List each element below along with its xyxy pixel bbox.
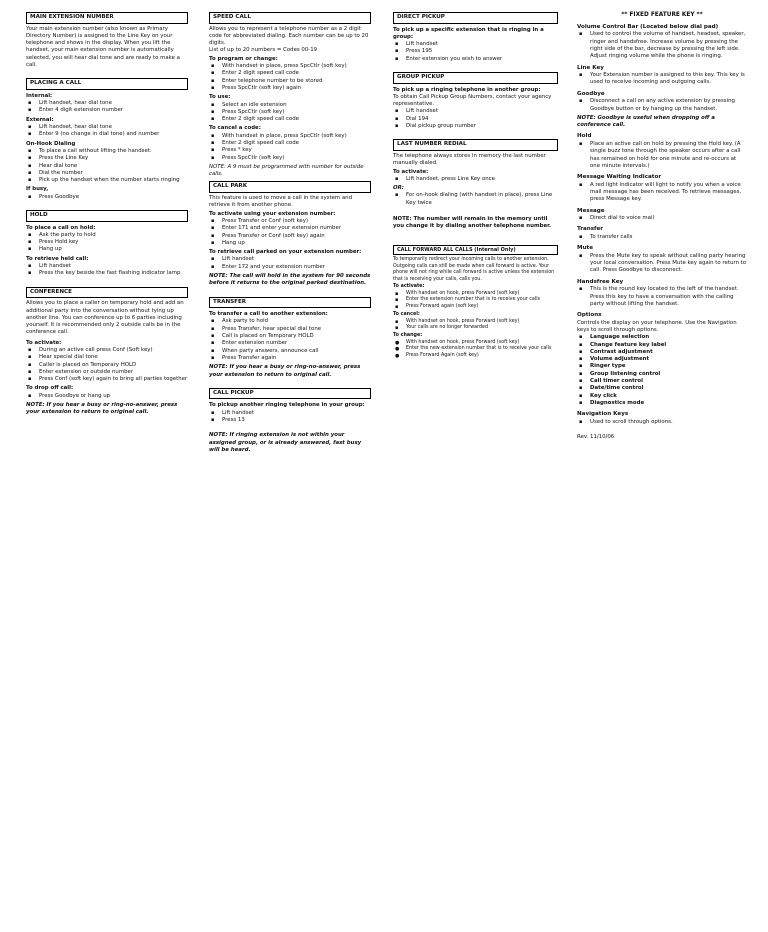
list-item: ▪ To transfer calls: [590, 234, 747, 241]
paragraph: Allows you to place a caller on temporary hold and add an additional party into the conversation without tying up another line. You can conference up to 6 parties including yourself. It is recommended only 2 outside calls be in the conference call.: [26, 300, 184, 336]
list-item: ▪ Direct dial to voice mail: [590, 215, 747, 222]
list-item: ▪ Press Forward again (soft key): [406, 304, 558, 310]
list-item: ▪ Lift handset: [222, 410, 371, 417]
list: [577, 182, 747, 204]
list: [26, 148, 188, 184]
list-item: ▪ Key click: [590, 393, 747, 400]
list-item: ● Enter the new extension number that is to receive your calls: [406, 346, 558, 352]
list-item: ▪ Contrast adjustment: [590, 349, 747, 356]
note: NOTE: A 9 must be programmed with number for outside calls.: [209, 163, 364, 178]
list-item: ▪ Enter the extension number that is to receive your calls: [406, 297, 558, 303]
subheading: To cancel:: [393, 312, 420, 318]
list-item: ▪ Press Transfer, hear special dial tone: [222, 326, 371, 333]
section-title: DIRECT PICKUP: [393, 12, 558, 24]
subheading: Message: [577, 207, 605, 214]
list: [209, 63, 371, 92]
paragraph: This feature is used to move a call in the system and retrieve it from another phone.: [209, 195, 353, 209]
subheading: Internal:: [26, 92, 53, 99]
list: [26, 100, 188, 115]
list: [209, 256, 371, 271]
list: [577, 31, 747, 60]
list-item: ▪ Place an active call on hold by pressing the Hold key. (A single buzz tone through the speaker occurs after a call has remained on hold for one minute and re-occurs at one minute intervals.): [590, 141, 747, 170]
list: [393, 291, 558, 310]
list-item: ▪ Enter extension number: [222, 340, 371, 347]
fixed-feature-title: ** FIXED FEATURE KEY **: [621, 12, 703, 18]
subheading: Handsfree Key: [577, 278, 624, 285]
note: NOTE: If you hear a busy or ring-no-answer, press your extension to return to original call.: [209, 364, 361, 378]
list-item: ● Press Forward Again (soft key): [406, 353, 558, 359]
list-item: ▪ Press Conf (soft key) again to bring all parties together: [39, 376, 188, 383]
list-item: ▪ Volume adjustment: [590, 356, 747, 363]
section-title: SPEED CALL: [209, 12, 371, 24]
list: [26, 232, 188, 254]
paragraph: To obtain Call Pickup Group Numbers, contact your agency representative.: [393, 93, 552, 108]
list-item: ▪ Disconnect a call on any active extension by pressing Goodbye button or by hanging up the handset.: [590, 98, 747, 113]
section-transfer: [209, 297, 371, 379]
list-item: ● With handset on hook, press Forward (soft key): [406, 340, 558, 346]
list-item: ▪ Lift handset, press Line Key once: [406, 176, 558, 183]
list-item: ▪ For on-hook dialing (with handset in place), press Line Key twice: [406, 192, 558, 207]
subheading: To activate:: [393, 284, 425, 290]
list-item: ▪ To place a call without lifting the handset:: [39, 148, 188, 155]
list-item: ▪ Ask the party to hold: [39, 232, 188, 239]
list-item: ▪ Enter 4 digit extension number: [39, 107, 188, 114]
list: [209, 410, 371, 425]
subheading: To cancel a code:: [209, 125, 261, 132]
list-item: ▪ Press Hold key: [39, 239, 188, 246]
section-title: CALL FORWARD ALL CALLS (Internal Only): [393, 245, 558, 256]
column-2: [209, 12, 371, 463]
list-item: ▪ When party answers, announce call: [222, 348, 371, 355]
subheading: To retrieve call parked on your extension number:: [209, 249, 362, 256]
list-item: ▪ Lift handset, hear dial tone: [39, 100, 188, 107]
list-item: ▪ Press 195: [406, 48, 558, 55]
list-item: ▪ Lift handset: [406, 41, 558, 48]
paragraph: Your main extension number (also known as Primary Directory Number) is assigned to the Line Key on your telephone and shows in the display. When you lift the handset, your main extension number is automatically selected, you will hear dial tone and are ready to make a call.: [26, 25, 180, 69]
list-item: ▪ Dial pickup group number: [406, 123, 558, 130]
section-direct-pickup: [393, 12, 558, 63]
list: [577, 98, 747, 113]
list-item: ▪ Call timer control: [590, 378, 747, 385]
subheading: To pickup another ringing telephone in your group:: [209, 402, 365, 409]
list: [393, 41, 558, 63]
subheading: Transfer: [577, 226, 604, 233]
list-item: ▪ Press Transfer or Conf (soft key) again: [222, 233, 371, 240]
subheading: To place a call on hold:: [26, 224, 96, 231]
list: [393, 108, 558, 130]
list-item: ▪ Press the Line Key: [39, 155, 188, 162]
list: [393, 192, 558, 207]
subheading: If busy,: [26, 186, 49, 193]
list-item: ▪ During an active call press Conf (Soft key): [39, 347, 188, 354]
section-call-pickup: [209, 388, 371, 454]
list-item: ▪ Ringer type: [590, 363, 747, 370]
list-item: ▪ Enter 2 digit speed call code: [222, 70, 371, 77]
list-item: ▪ Hang up: [39, 246, 188, 253]
section-speed-call: [209, 12, 371, 178]
subheading: Navigation Keys: [577, 411, 629, 418]
subheading: Goodbye: [577, 90, 605, 97]
list-item: ▪ Enter 171 and enter your extension number: [222, 225, 371, 232]
list-item: ▪ Call is placed on Temporary HOLD: [222, 333, 371, 340]
list: [209, 318, 371, 362]
subheading: To activate:: [393, 168, 429, 175]
list-item: ▪ Press Transfer again: [222, 355, 371, 362]
list: [393, 319, 558, 332]
subheading: On-Hook Dialing: [26, 140, 76, 147]
section-title: CALL PARK: [209, 181, 371, 193]
list: [26, 194, 188, 201]
list-item: ▪ Change feature key label: [590, 342, 747, 349]
list-item: ▪ This is the round key located to the left of the handset. Press this key to have a conversation with the calling party without lifting the handset.: [590, 286, 747, 308]
subheading: Line Key: [577, 64, 604, 71]
section-conference: [26, 287, 188, 417]
note: NOTE: Goodbye is useful when dropping off a conference call.: [577, 114, 715, 129]
section-title: HOLD: [26, 210, 188, 222]
list-item: ▪ Press Goodbye: [39, 194, 188, 201]
list-item: ▪ Used to scroll through options.: [590, 419, 747, 426]
subheading: To program or change:: [209, 55, 278, 62]
list: [577, 419, 747, 426]
paragraph: Controls the display on your telephone. Use the Navigation keys to scroll through options.: [577, 319, 737, 333]
section-title: GROUP PICKUP: [393, 72, 558, 84]
list: [209, 133, 371, 162]
list: [577, 234, 747, 241]
subheading: To use:: [209, 94, 231, 101]
list-item: ▪ Press Goodbye or hang up: [39, 393, 188, 400]
list: [26, 347, 188, 383]
subheading: OR:: [393, 185, 404, 192]
list-item: ▪ Your calls are no longer forwarded: [406, 325, 558, 331]
list-item: ▪ Group listening control: [590, 371, 747, 378]
list-item: ▪ Language selection: [590, 334, 747, 341]
list-item: ▪ Press Transfer or Conf (soft key): [222, 218, 371, 225]
column-3: [393, 12, 558, 368]
list-item: ▪ Dial the number: [39, 170, 188, 177]
list-item: ▪ Lift handset, hear dial tone: [39, 124, 188, 131]
list: [577, 286, 747, 308]
subheading: To drop off call:: [26, 385, 74, 392]
list-item: ▪ Diagnostics mode: [590, 400, 747, 407]
list: [26, 393, 188, 400]
list-item: ▪ Press SpcCtlr (soft key): [222, 109, 371, 116]
subheading: Mute: [577, 245, 594, 252]
list-item: ▪ Enter 9 (no change in dial tone) and number: [39, 131, 188, 138]
list-item: ▪ Date/time control: [590, 385, 747, 392]
list-item: ▪ With handset in place, press SpcCtlr (soft key): [222, 133, 371, 140]
list: [393, 176, 558, 183]
list-item: ▪ With handset on hook, press Forward (soft key): [406, 291, 558, 297]
list-item: ▪ Enter extension or outside number: [39, 369, 188, 376]
subheading: To activate:: [26, 339, 62, 346]
list-item: ▪ A red light indicator will light to notify you when a voice mail message has been received. To retrieve messages, press Message key.: [590, 182, 747, 204]
list-item: ▪ Press SpcCtlr (soft key) again: [222, 85, 371, 92]
list-item: ▪ Hear special dial tone: [39, 354, 188, 361]
list: [577, 72, 747, 87]
list-item: ▪ Enter telephone number to be stored: [222, 78, 371, 85]
paragraph: To temporarily redirect your incoming calls to another extension. Outgoing calls can still be made when call forward is active. Your phone will not ring while call forward is active unless the extension that is receiving your calls, calls you.: [393, 257, 555, 282]
subheading: To change:: [393, 333, 423, 339]
list-item: ▪ Hang up: [222, 240, 371, 247]
subheading: To pick up a specific extension that is ringing in a group:: [393, 26, 544, 40]
section-main-extension: [26, 12, 188, 69]
list: [577, 253, 747, 275]
list-item: ▪ Enter 2 digit speed call code: [222, 140, 371, 147]
list-item: ▪ Select an idle extension: [222, 102, 371, 109]
list-item: ▪ Enter 172 and your extension number: [222, 264, 371, 271]
list: [393, 340, 558, 359]
list: [209, 218, 371, 247]
subheading: Options: [577, 312, 602, 319]
subheading: External:: [26, 116, 54, 123]
subheading: Volume Control Bar (Located below dial pad): [577, 23, 719, 30]
subheading: To transfer a call to another extension:: [209, 311, 328, 318]
list-item: ▪ Lift handset: [222, 256, 371, 263]
column-4: [577, 12, 747, 441]
list-item: ▪ Press * key: [222, 147, 371, 154]
section-placing-call: [26, 78, 188, 201]
list-item: ▪ Used to control the volume of handset, headset, speaker, ringer and handsfree. Increase volume by pressing the right side of the bar, decrease by pressing the left side. Adjust ringing volume while the phone is ringing.: [590, 31, 747, 60]
subheading: To retrieve held call:: [26, 255, 89, 262]
list-item: ▪ Enter extension you wish to answer: [406, 56, 558, 63]
section-last-number-redial: [393, 139, 558, 230]
section-title: MAIN EXTENSION NUMBER: [26, 12, 188, 24]
subheading: Message Waiting Indicator: [577, 174, 662, 181]
list: [577, 215, 747, 222]
options-list: [577, 334, 747, 407]
section-title: TRANSFER: [209, 297, 371, 309]
list-item: ▪ Hear dial tone: [39, 163, 188, 170]
list-item: ▪ With handset in place, press SpcCtlr (soft key): [222, 63, 371, 70]
list-item: ▪ Press the key beside the fast flashing indicator lamp: [39, 270, 188, 277]
paragraph: List of up to 20 numbers = Codes 00-19: [209, 47, 318, 54]
list: [209, 102, 371, 124]
list-item: ▪ Pick up the handset when the number starts ringing: [39, 177, 188, 184]
section-group-pickup: [393, 72, 558, 130]
section-title: PLACING A CALL: [26, 78, 188, 90]
section-title: CALL PICKUP: [209, 388, 371, 400]
list-item: ▪ Ask party to hold: [222, 318, 371, 325]
note: NOTE: The number will remain in the memory until you change it by dialing another telephone number.: [393, 215, 552, 230]
note: NOTE: If you hear a busy or ring-no-answer, press your extension to return to original call.: [26, 402, 178, 416]
list-item: ▪ Enter 2 digit speed call code: [222, 116, 371, 123]
note: NOTE: If ringing extension is not within your assigned group, or is already answered, fast busy will be heard.: [209, 432, 362, 453]
section-call-park: [209, 181, 371, 287]
list-item: ▪ Press 13: [222, 417, 371, 424]
list-item: ▪ Lift handset: [39, 263, 188, 270]
list-item: ▪ Press SpcCtlr (soft key): [222, 155, 371, 162]
list-item: ▪ Press the Mute key to speak without calling party hearing your local conversation. Press Mute key again to return to call. Press Goodbye to disconnect.: [590, 253, 747, 275]
list-item: ▪ Lift handset: [406, 108, 558, 115]
subheading: To pick up a ringing telephone in another group:: [393, 86, 541, 93]
list-item: ▪ Caller is placed on Temporary HOLD: [39, 362, 188, 369]
list: [577, 141, 747, 170]
subheading: To activate using your extension number:: [209, 210, 336, 217]
subheading: Hold: [577, 133, 592, 140]
section-call-forward: [393, 245, 558, 360]
list: [26, 124, 188, 139]
note: NOTE: The call will hold in the system for 90 seconds before it returns to the original parked destination.: [209, 273, 371, 287]
paragraph: Allows you to represent a telephone number as a 2 digit code for abbreviated dialing. Each number can be up to 20 digits.: [209, 25, 369, 47]
list-item: ▪ Dial 194: [406, 116, 558, 123]
column-1: [26, 12, 188, 426]
revision-date: Rev. 11/10/06: [577, 434, 615, 441]
list-item: ▪ With handset on hook, press Forward (soft key): [406, 319, 558, 325]
section-title: LAST NUMBER REDIAL: [393, 139, 558, 151]
paragraph: The telephone always stores in memory the last number manually dialed.: [393, 152, 546, 167]
list: [26, 263, 188, 278]
list-item: ▪ Your Extension number is assigned to this key. This key is used to receive incoming and outgoing calls.: [590, 72, 747, 87]
section-hold: [26, 210, 188, 278]
section-title: CONFERENCE: [26, 287, 188, 299]
